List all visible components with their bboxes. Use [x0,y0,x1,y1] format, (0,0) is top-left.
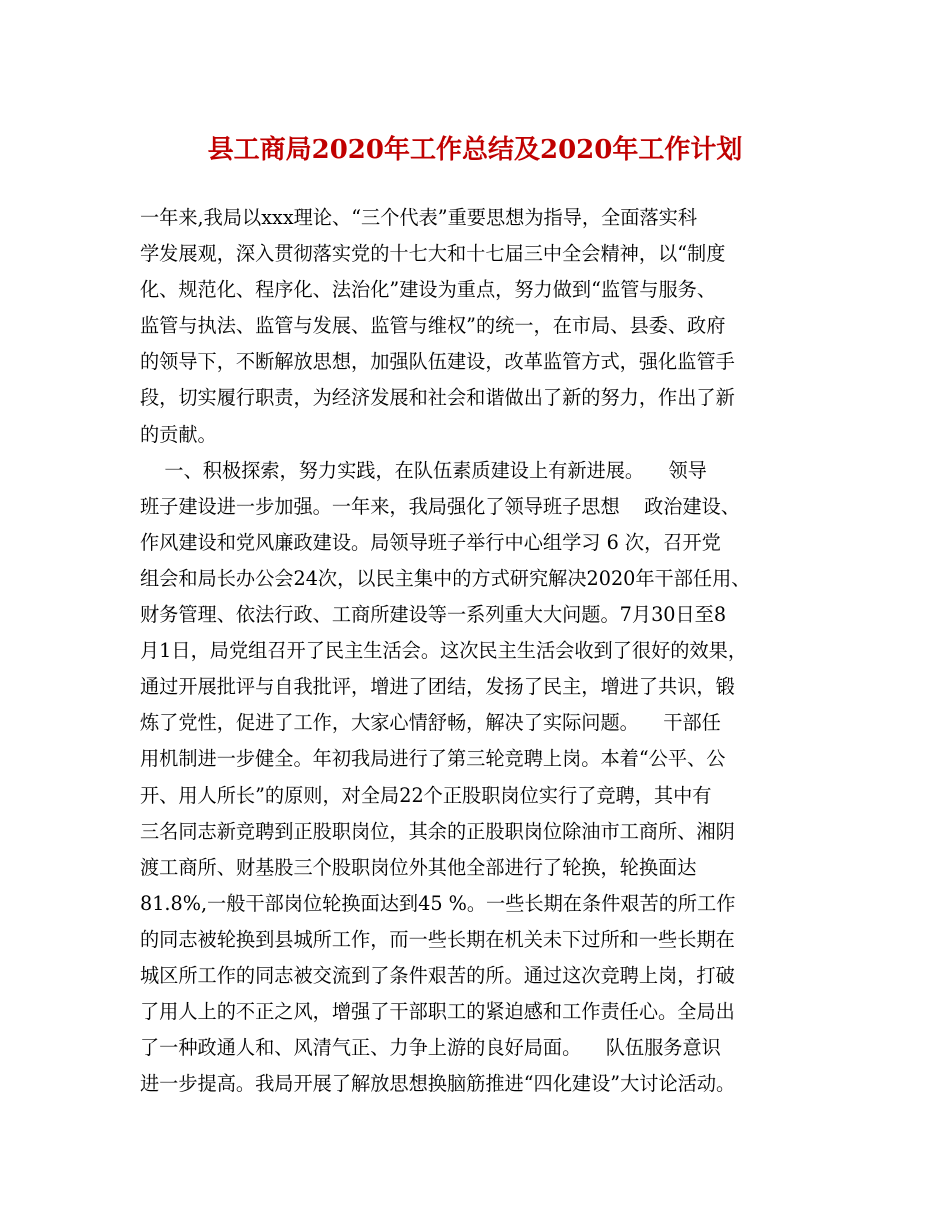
body-line: 进一步提高。我局开展了解放思想换脑筋推进“四化建设”大讨论活动。 [140,1072,736,1096]
body-line: 一、积极探索，努力实践，在队伍素质建设上有新进展。 领导 [140,458,707,482]
body-line: 一年来,我局以xxx理论、“三个代表”重要思想为指导，全面落实科 [140,206,698,229]
body-line: 炼了党性，促进了工作，大家心情舒畅，解决了实际问题。 干部任 [140,711,721,735]
body-line: 城区所工作的同志被交流到了条件艰苦的所。通过这次竞聘上岗，打破 [140,963,735,987]
body-line: 化、规范化、程序化、法治化”建设为重点，努力做到“监管与服务、 [140,278,717,302]
body-line: 月1日，局党组召开了民主生活会。这次民主生活会收到了很好的效果， [140,639,748,663]
body-line: 监管与执法、监管与发展、监管与维权”的统一，在市局、县委、政府 [140,314,726,338]
body-line: 通过开展批评与自我批评，增进了团结，发扬了民主，增进了共识，锻 [140,675,735,699]
document-title: 县工商局2020年工作总结及2020年工作计划 [207,135,743,165]
body-line: 开、用人所长”的原则，对全局22个正股职岗位实行了竞聘，其中有 [140,783,712,807]
body-line: 渡工商所、财基股三个股职岗位外其他全部进行了轮换，轮换面达 [140,855,697,879]
body-line: 作风建设和党风廉政建设。局领导班子举行中心组学习 6 次，召开党 [140,530,721,554]
body-line: 财务管理、依法行政、工商所建设等一系列重大大问题。7月30日至8 [140,603,727,627]
body-line: 了用人上的不正之风，增强了干部职工的紧迫感和工作责任心。全局出 [140,1000,735,1024]
body-line: 班子建设进一步加强。一年来，我局强化了领导班子思想 政治建设、 [140,494,741,518]
body-line: 81.8%,一般干部岗位轮换面达到45 %。一些长期在条件艰苦的所工作 [140,891,736,915]
body-line: 段，切实履行职责，为经济发展和社会和谐做出了新的努力，作出了新 [140,386,735,410]
body-line: 组会和局长办公会24次，以民主集中的方式研究解决2020年干部任用、 [140,566,751,590]
body-line: 的同志被轮换到县城所工作，而一些长期在机关未下过所和一些长期在 [140,927,735,951]
body-line: 了一种政通人和、风清气正、力争上游的良好局面。 队伍服务意识 [140,1036,721,1060]
body-line: 三名同志新竞聘到正股职岗位，其余的正股职岗位除油市工商所、湘阴 [140,819,735,843]
document-body [140,200,830,1102]
body-line: 的贡献。 [140,422,217,446]
body-line: 的领导下，不断解放思想，加强队伍建设，改革监管方式，强化监管手 [140,350,735,374]
body-line: 用机制进一步健全。年初我局进行了第三轮竞聘上岗。本着“公平、公 [140,747,726,771]
body-line: 学发展观，深入贯彻落实党的十七大和十七届三中全会精神，以“制度 [140,242,726,266]
